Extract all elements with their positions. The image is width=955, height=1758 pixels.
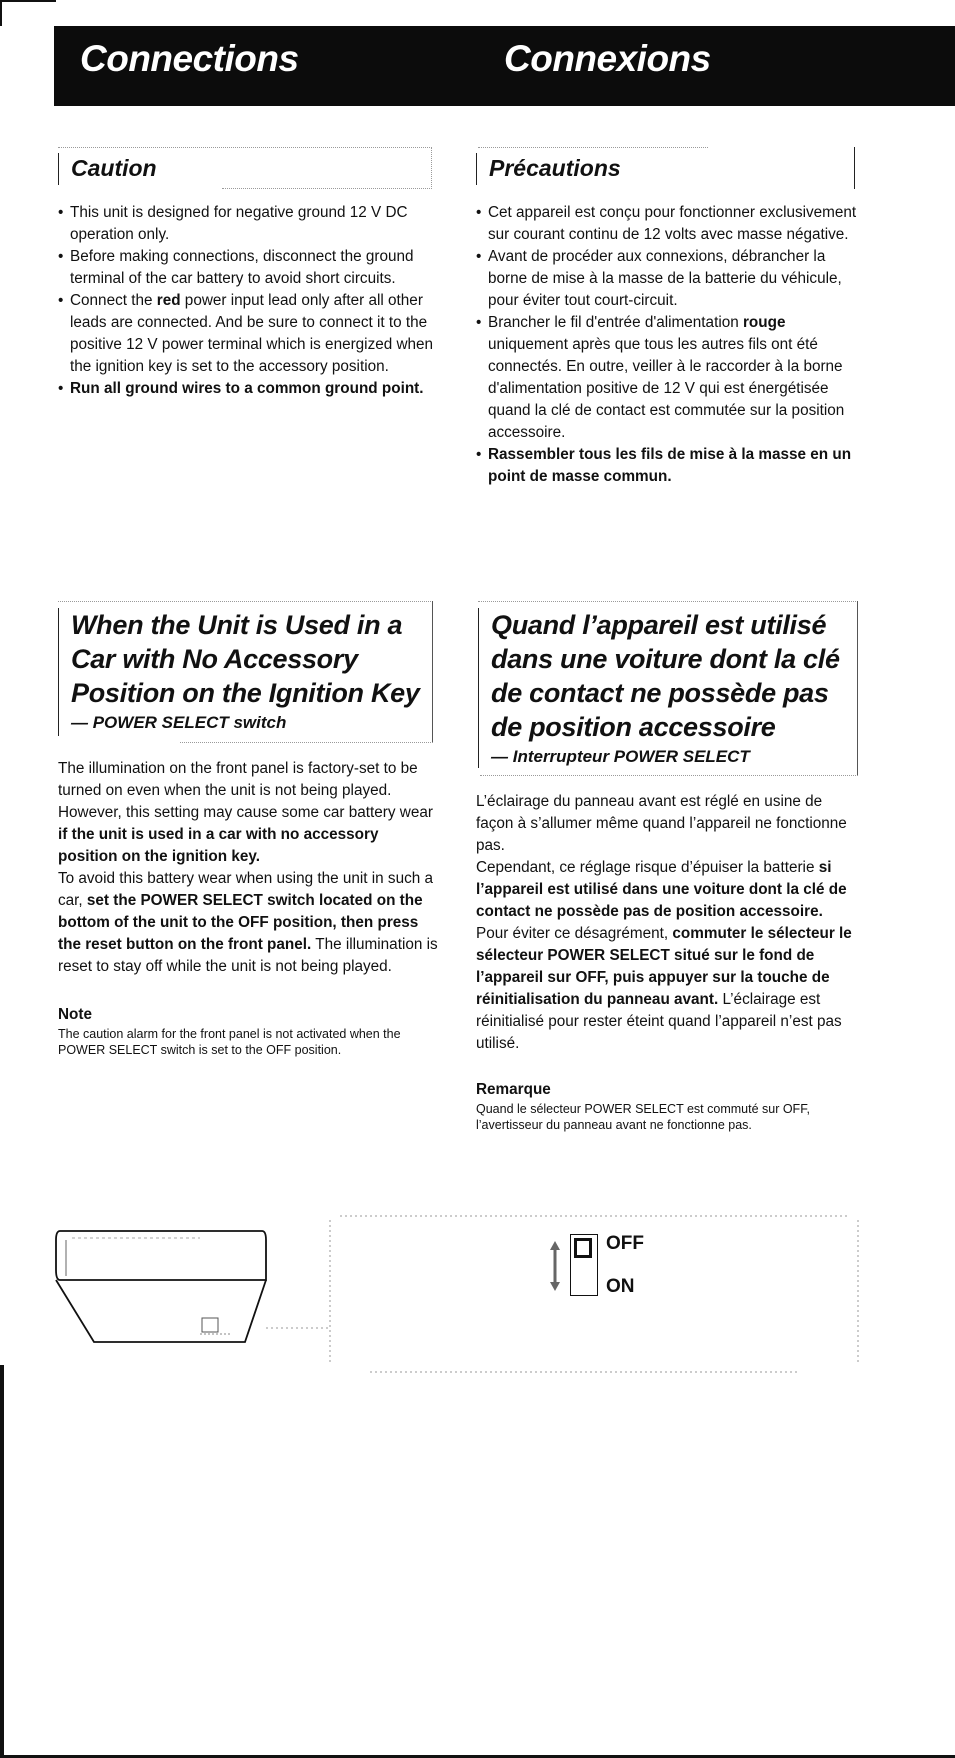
caution-box-top-border (58, 147, 432, 148)
accessory-en-title: When the Unit is Used in a Car with No Accessory Position on the Ignition Key (71, 610, 420, 708)
header-title-en: Connections (80, 38, 299, 79)
precautions-item: • Rassembler tous les fils de mise à la masse en un point de masse commun. (476, 444, 866, 488)
caution-box-right-border (431, 147, 432, 189)
callout-lines (266, 1216, 858, 1372)
accessory-fr-paragraph: Pour éviter ce désagrément, commuter le sélecteur le sélecteur POWER SELECT situé sur le fond de l’appareil sur OFF, puis appuyer sur la touche de réinitialisation du panneau avant. L’éclairage est réinitialisé pour rester éteint quand l’appareil n’est pas utilisé. (476, 925, 852, 1052)
accessory-en-box-top-border (58, 601, 433, 602)
unit-illustration (0, 1200, 955, 1380)
precautions-box-top-border (478, 147, 708, 148)
accessory-fr-box-bottom-border (480, 775, 858, 776)
accessory-en-subtitle: — POWER SELECT switch (71, 713, 287, 732)
precautions-title: Précautions (489, 155, 621, 181)
caution-item: • Before making connections, disconnect the ground terminal of the car battery to avoid short circuits. (58, 246, 436, 290)
accessory-en-paragraph: The illumination on the front panel is factory-set to be turned on even when the unit is not being played. However, this setting may cause some car battery wear if the unit is used in a car with no accessory position on the ignition key. (58, 760, 433, 865)
switch-off-label: OFF (606, 1233, 644, 1254)
precautions-item: • Brancher le fil d'entrée d'alimentation rouge uniquement après que tous les autres fils ont été connectés. En outre, veiller à le raccorder à la borne d'alimentation positive de 12 V qui est énergétisée quand la clé de contact est commutée sur la position accessoire. (476, 312, 866, 444)
section-header (54, 26, 955, 106)
accessory-fr-body (476, 791, 861, 1133)
page-left-edge-bar (0, 1365, 4, 1758)
note-title: Note (58, 1006, 92, 1023)
accessory-fr-title: Quand l’appareil est utilisé dans une voiture dont la clé de contact ne possède pas de position accessoire (491, 610, 840, 742)
switch-on-label: ON (606, 1276, 635, 1297)
accessory-en-paragraph: To avoid this battery wear when using the unit in such a car, set the POWER SELECT switch located on the bottom of the unit to the OFF position, then press the reset button on the front panel. The illumination is reset to stay off while the unit is not being played. (58, 870, 438, 975)
caution-title-box (58, 153, 157, 185)
accessory-fr-subtitle: — Interrupteur POWER SELECT (491, 747, 750, 766)
note-text: The caution alarm for the front panel is not activated when the POWER SELECT switch is set to the OFF position. (58, 1027, 401, 1057)
precautions-box-right-border (854, 147, 855, 189)
switch-knob (574, 1238, 592, 1258)
accessory-fr-box-top-border (478, 601, 858, 602)
precautions-list (476, 202, 866, 488)
remarque-title: Remarque (476, 1081, 551, 1098)
caution-list (58, 202, 436, 400)
precautions-item: • Avant de procéder aux connexions, débrancher la borne de mise à la masse de la batterie du véhicule, pour éviter tout court-circuit. (476, 246, 866, 312)
corner-mark-left (0, 0, 2, 26)
precautions-title-box (476, 153, 621, 185)
accessory-fr-paragraph: Cependant, ce réglage risque d’épuiser la batterie si l’appareil est utilisé dans une voiture dont la clé de contact ne possède pas de position accessoire. (476, 859, 847, 920)
caution-item: • Connect the red power input lead only after all other leads are connected. And be sure to connect it to the positive 12 V power terminal which is energized when the ignition key is set to the accessory position. (58, 290, 436, 378)
accessory-en-box-right-border (432, 601, 433, 743)
precautions-list-container (476, 202, 866, 488)
caution-title: Caution (71, 155, 157, 181)
corner-mark-top (0, 0, 56, 2)
accessory-fr-title-box (478, 608, 859, 768)
caution-list-container (58, 202, 436, 400)
accessory-en-body (58, 758, 438, 1058)
accessory-en-box-bottom-border (180, 742, 433, 743)
precautions-item: • Cet appareil est conçu pour fonctionner exclusivement sur courant continu de 12 volts avec masse négative. (476, 202, 866, 246)
car-stereo-unit-drawing (56, 1231, 266, 1342)
accessory-en-title-box (58, 608, 429, 736)
caution-item: • This unit is designed for negative ground 12 V DC operation only. (58, 202, 436, 246)
slide-arrow-icon (548, 1240, 562, 1292)
accessory-fr-paragraph: L’éclairage du panneau avant est réglé en usine de façon à s’allumer même quand l’appareil ne fonctionne pas. (476, 793, 847, 854)
remarque-text: Quand le sélecteur POWER SELECT est commuté sur OFF, l’avertisseur du panneau avant ne fonctionne pas. (476, 1102, 810, 1132)
header-title-fr: Connexions (504, 38, 711, 79)
caution-item: • Run all ground wires to a common ground point. (58, 378, 436, 400)
caution-box-bottom-border (222, 188, 432, 189)
